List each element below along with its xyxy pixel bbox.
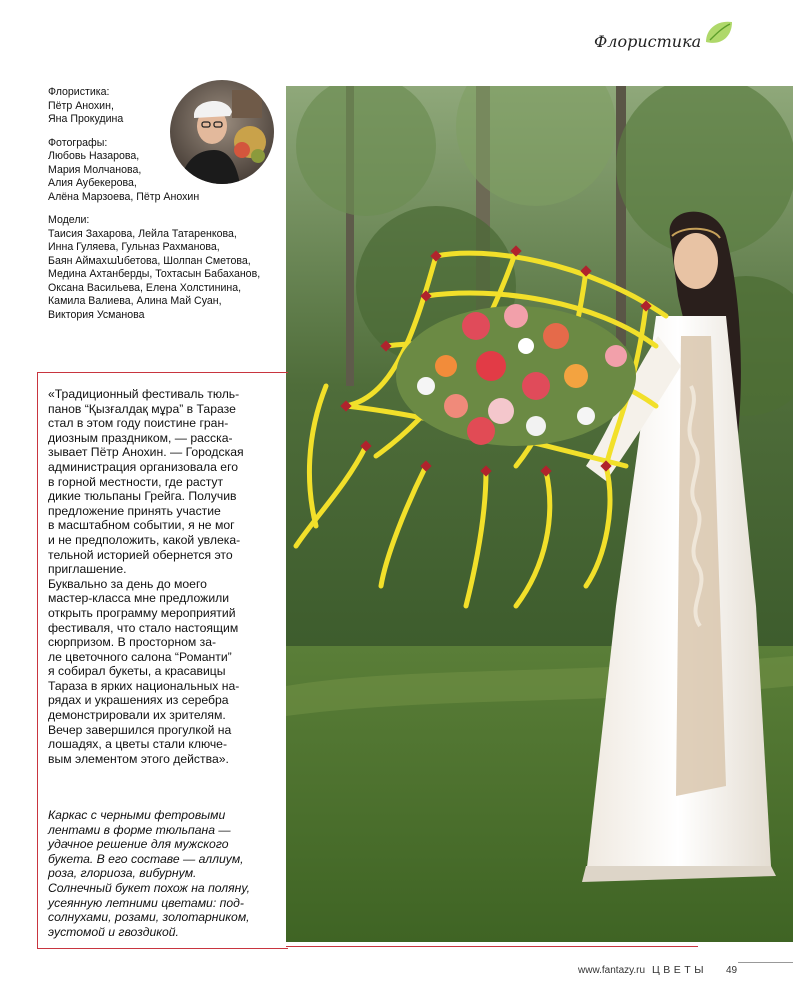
florist-portrait	[170, 80, 274, 184]
photographers-label: Фотографы:	[48, 136, 108, 149]
leaf-logo-icon	[702, 18, 736, 48]
floristry-names: Пётр Анохин, Яна Прокудина	[48, 99, 124, 125]
page-footer	[560, 962, 780, 978]
article-quote: «Традиционный фестиваль тюль- панов “Қызғалдақ мұра” в Таразе стал в этом году поистине гран- диозным праздником, — расска- зывает Пётр Анохин. — Городская администрация организовала его в горной местности, где растут дикие тюльпаны Грейга. Получив предложение принять участие в масштабном событии, я не мог и не предположить, какой увлека- тельной историей обернется это приглашение. Буквально за день до моего мастер-класса мне предложили открыть программу мероприятий фестиваля, что стало настоящим сюрпризом. В просторном за- ле цветочного салона “Романти” я собирал букеты, а красавицы Тараза в ярких национальных на- рядах и украшениях из серебра демонстрировали их зрителям. Вечер завершился прогулкой на лошадях, а цветы стали ключе- вым элементом этого действа».	[48, 387, 244, 766]
photo-caption: Каркас с черными фетровыми лентами в форме тюльпана — удачное решение для мужского букета. В его составе — аллиум, роза, глориоза, вибурнум. Солнечный букет похож на поляну, усеянную летними цветами: под- солнухами, розами, золотарником, эустомой и гвоздикой.	[48, 808, 251, 939]
section-logo	[592, 18, 742, 58]
page-number: 49	[726, 965, 738, 976]
models-names: Таисия Захарова, Лейла Татаренкова, Инна Гуляева, Гульназ Рахманова, Баян Аймахանбетова, Шолпан Сметова, Медина Ахтанберды, Тохтасын Бабаханов, Оксана Васильева, Елена Холстинина, Камила Валиева, Алина Май Суан, Виктория Усманова	[48, 227, 261, 321]
floristry-label: Флористика:	[48, 86, 110, 98]
frame-bottom-rule	[286, 946, 698, 947]
section-title: Флористика	[594, 32, 702, 51]
models-label: Модели:	[48, 214, 90, 226]
footer-rule	[738, 962, 793, 963]
footer-website: www.fantazy.ru	[578, 965, 646, 976]
main-photo	[286, 86, 793, 942]
footer-magazine: ЦВЕТЫ	[652, 964, 707, 976]
photographers-names: Любовь Назарова, Мария Молчанова, Алия Аубекерова, Алёна Марзоева, Пётр Анохин	[48, 150, 200, 203]
credits-models	[48, 214, 283, 322]
